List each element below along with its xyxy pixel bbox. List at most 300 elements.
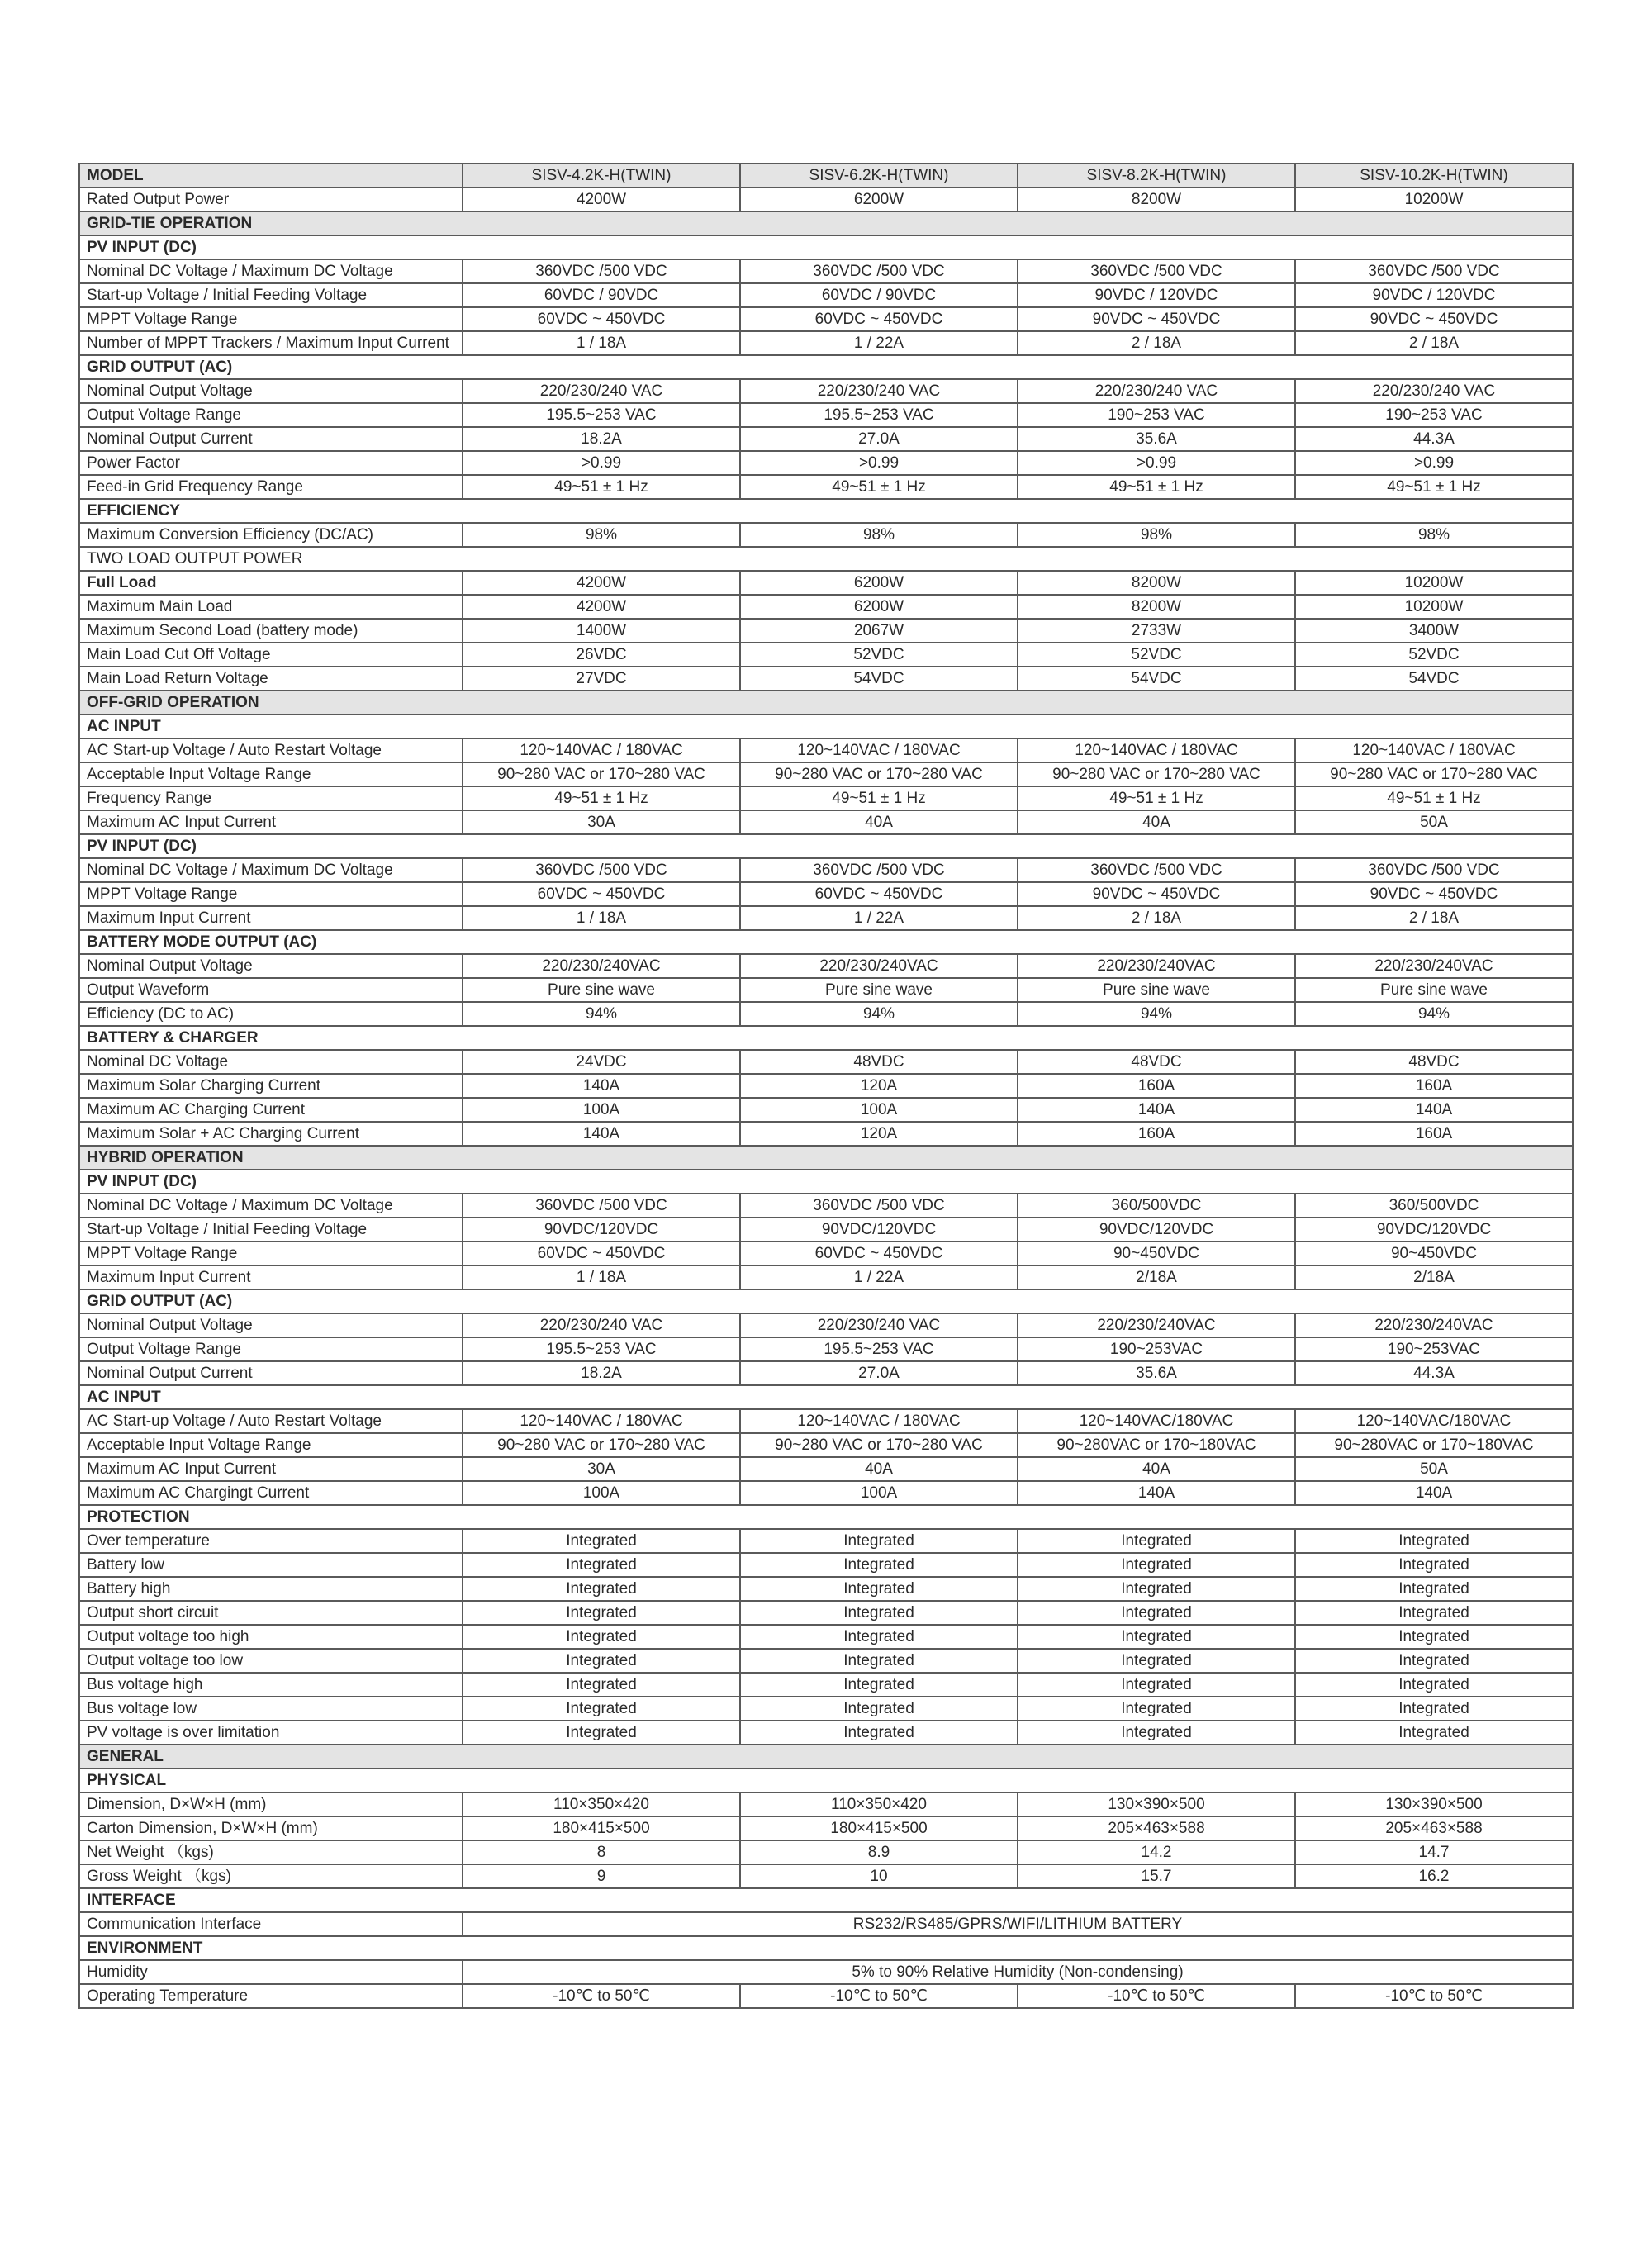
- spec-value: Integrated: [1295, 1673, 1573, 1697]
- spec-value: -10℃ to 50℃: [1295, 1984, 1573, 2008]
- spec-value: 100A: [463, 1481, 740, 1505]
- spec-row: [79, 1361, 1573, 1385]
- spec-value: 8: [463, 1840, 740, 1864]
- row-label: Full Load: [79, 571, 463, 595]
- spec-value: Integrated: [1295, 1697, 1573, 1721]
- spec-value: 220/230/240 VAC: [740, 379, 1018, 403]
- spec-value: 52VDC: [740, 643, 1018, 667]
- section-title: HYBRID OPERATION: [79, 1146, 1573, 1170]
- spec-value: 52VDC: [1018, 643, 1295, 667]
- spec-value: 360VDC /500 VDC: [1018, 259, 1295, 283]
- spec-value: Integrated: [463, 1529, 740, 1553]
- spec-row: [79, 1649, 1573, 1673]
- spec-value: 98%: [1295, 523, 1573, 547]
- spec-value: Integrated: [1295, 1649, 1573, 1673]
- spec-row: [79, 331, 1573, 355]
- spec-value: 360VDC /500 VDC: [740, 858, 1018, 882]
- spec-value: 8200W: [1018, 595, 1295, 619]
- spec-value: 205×463×588: [1295, 1816, 1573, 1840]
- spec-value: -10℃ to 50℃: [740, 1984, 1018, 2008]
- row-label: AC Start-up Voltage / Auto Restart Voltage: [79, 738, 463, 762]
- spec-row: [79, 954, 1573, 978]
- spec-value: 60VDC ~ 450VDC: [740, 307, 1018, 331]
- spec-row: [79, 403, 1573, 427]
- subsection-header-row: [79, 499, 1573, 523]
- spec-value: 220/230/240VAC: [1295, 1313, 1573, 1337]
- spec-value: 10200W: [1295, 595, 1573, 619]
- subsection-title: PV INPUT (DC): [79, 1170, 1573, 1194]
- spec-value: 120A: [740, 1122, 1018, 1146]
- row-label: Nominal DC Voltage: [79, 1050, 463, 1074]
- spec-value: 49~51 ± 1 Hz: [740, 786, 1018, 810]
- spec-value: 220/230/240VAC: [1018, 954, 1295, 978]
- row-label: Over temperature: [79, 1529, 463, 1553]
- subsection-title: EFFICIENCY: [79, 499, 1573, 523]
- spec-row: [79, 307, 1573, 331]
- spec-row: [79, 858, 1573, 882]
- spec-row: [79, 906, 1573, 930]
- spec-row: [79, 1601, 1573, 1625]
- spec-value: Integrated: [463, 1601, 740, 1625]
- subsection-header-row: [79, 1170, 1573, 1194]
- spec-value: 49~51 ± 1 Hz: [1018, 475, 1295, 499]
- model-name: SISV-6.2K-H(TWIN): [740, 164, 1018, 188]
- spec-value: 2067W: [740, 619, 1018, 643]
- spec-value: 220/230/240 VAC: [463, 379, 740, 403]
- spec-row: [79, 738, 1573, 762]
- spec-value: 4200W: [463, 188, 740, 211]
- spec-value: 50A: [1295, 1457, 1573, 1481]
- row-label: Gross Weight （kgs): [79, 1864, 463, 1888]
- row-label: MPPT Voltage Range: [79, 1242, 463, 1265]
- subsection-title: TWO LOAD OUTPUT POWER: [79, 547, 1573, 571]
- row-label: Nominal Output Voltage: [79, 1313, 463, 1337]
- row-label: Nominal Output Voltage: [79, 954, 463, 978]
- spec-value: 30A: [463, 1457, 740, 1481]
- subsection-title: GRID OUTPUT (AC): [79, 1289, 1573, 1313]
- subsection-header-row: [79, 1888, 1573, 1912]
- spec-value: 60VDC ~ 450VDC: [740, 882, 1018, 906]
- spec-value: 90VDC/120VDC: [1018, 1218, 1295, 1242]
- spec-value: Pure sine wave: [1018, 978, 1295, 1002]
- spec-row: [79, 1960, 1573, 1984]
- row-label: Communication Interface: [79, 1912, 463, 1936]
- spec-value: 40A: [740, 1457, 1018, 1481]
- spec-value: 100A: [463, 1098, 740, 1122]
- spec-value: 2 / 18A: [1295, 331, 1573, 355]
- spec-value: 14.2: [1018, 1840, 1295, 1864]
- model-name: SISV-8.2K-H(TWIN): [1018, 164, 1295, 188]
- spec-value: 90~280 VAC or 170~280 VAC: [740, 762, 1018, 786]
- spec-value: 60VDC / 90VDC: [740, 283, 1018, 307]
- spec-value: 360VDC /500 VDC: [1295, 259, 1573, 283]
- spec-value: 120~140VAC / 180VAC: [1018, 738, 1295, 762]
- row-label: AC Start-up Voltage / Auto Restart Voltage: [79, 1409, 463, 1433]
- spec-value: 220/230/240 VAC: [1018, 379, 1295, 403]
- subsection-title: INTERFACE: [79, 1888, 1573, 1912]
- row-label: Output voltage too high: [79, 1625, 463, 1649]
- spec-value: 90~280 VAC or 170~280 VAC: [1295, 762, 1573, 786]
- model-name: SISV-10.2K-H(TWIN): [1295, 164, 1573, 188]
- spec-row: [79, 188, 1573, 211]
- section-header-row: [79, 1745, 1573, 1769]
- spec-row: [79, 643, 1573, 667]
- spec-value: 90VDC ~ 450VDC: [1018, 307, 1295, 331]
- row-label: Start-up Voltage / Initial Feeding Voltage: [79, 283, 463, 307]
- spec-value: >0.99: [740, 451, 1018, 475]
- spec-value: 190~253VAC: [1018, 1337, 1295, 1361]
- spec-row: [79, 810, 1573, 834]
- spec-value: 195.5~253 VAC: [463, 403, 740, 427]
- spec-row: [79, 475, 1573, 499]
- spec-value: 90VDC/120VDC: [1295, 1218, 1573, 1242]
- spec-value: 190~253 VAC: [1295, 403, 1573, 427]
- spec-value: 2 / 18A: [1018, 331, 1295, 355]
- spec-value: 1 / 18A: [463, 1265, 740, 1289]
- spec-value: 220/230/240 VAC: [463, 1313, 740, 1337]
- spec-row: [79, 1098, 1573, 1122]
- spec-value: Integrated: [1018, 1577, 1295, 1601]
- spec-value: 160A: [1295, 1122, 1573, 1146]
- spec-row: [79, 1409, 1573, 1433]
- spec-value: 6200W: [740, 188, 1018, 211]
- spec-row: [79, 379, 1573, 403]
- spec-value: 26VDC: [463, 643, 740, 667]
- spec-value: 110×350×420: [463, 1792, 740, 1816]
- row-label: Maximum Input Current: [79, 1265, 463, 1289]
- spec-value: 160A: [1018, 1122, 1295, 1146]
- spec-row: [79, 667, 1573, 691]
- spec-value: 18.2A: [463, 1361, 740, 1385]
- row-label: Maximum AC Input Current: [79, 1457, 463, 1481]
- spec-row: [79, 283, 1573, 307]
- spec-row: [79, 1218, 1573, 1242]
- spec-row: [79, 1912, 1573, 1936]
- spec-value: 6200W: [740, 571, 1018, 595]
- spec-value: Integrated: [1018, 1625, 1295, 1649]
- spec-row: [79, 1122, 1573, 1146]
- row-label: Operating Temperature: [79, 1984, 463, 2008]
- row-label: Output Voltage Range: [79, 1337, 463, 1361]
- row-label: Maximum AC Input Current: [79, 810, 463, 834]
- spec-row: [79, 1864, 1573, 1888]
- section-header-row: [79, 1146, 1573, 1170]
- spec-value: 195.5~253 VAC: [740, 1337, 1018, 1361]
- spec-value: Integrated: [1018, 1553, 1295, 1577]
- subsection-title: PV INPUT (DC): [79, 834, 1573, 858]
- subsection-header-row: [79, 930, 1573, 954]
- spec-value: 27.0A: [740, 427, 1018, 451]
- spec-value: 220/230/240 VAC: [740, 1313, 1018, 1337]
- spec-value: Pure sine wave: [463, 978, 740, 1002]
- spec-value: 49~51 ± 1 Hz: [1018, 786, 1295, 810]
- row-label: MPPT Voltage Range: [79, 307, 463, 331]
- row-label: Dimension, D×W×H (mm): [79, 1792, 463, 1816]
- spec-value: Integrated: [463, 1577, 740, 1601]
- spec-value: 220/230/240VAC: [1018, 1313, 1295, 1337]
- row-label: Power Factor: [79, 451, 463, 475]
- spec-value: 1 / 22A: [740, 331, 1018, 355]
- spec-value: 48VDC: [1018, 1050, 1295, 1074]
- spec-value: 60VDC / 90VDC: [463, 283, 740, 307]
- spec-value: 2 / 18A: [1295, 906, 1573, 930]
- spec-value: 195.5~253 VAC: [463, 1337, 740, 1361]
- spec-value: 2733W: [1018, 619, 1295, 643]
- spec-value: Integrated: [740, 1529, 1018, 1553]
- spec-value: Integrated: [740, 1625, 1018, 1649]
- row-label: Net Weight （kgs): [79, 1840, 463, 1864]
- spec-value: 220/230/240VAC: [740, 954, 1018, 978]
- spec-value: 140A: [463, 1074, 740, 1098]
- spec-value: 44.3A: [1295, 1361, 1573, 1385]
- spec-value: 40A: [740, 810, 1018, 834]
- row-label: Nominal DC Voltage / Maximum DC Voltage: [79, 259, 463, 283]
- row-label: Acceptable Input Voltage Range: [79, 1433, 463, 1457]
- spec-value: 140A: [1295, 1098, 1573, 1122]
- subsection-header-row: [79, 235, 1573, 259]
- row-label: Feed-in Grid Frequency Range: [79, 475, 463, 499]
- spec-value: 16.2: [1295, 1864, 1573, 1888]
- spec-row: [79, 523, 1573, 547]
- spec-row: [79, 1074, 1573, 1098]
- spec-value: -10℃ to 50℃: [1018, 1984, 1295, 2008]
- spec-value: Integrated: [463, 1625, 740, 1649]
- spec-value: Integrated: [740, 1553, 1018, 1577]
- spec-value: 52VDC: [1295, 643, 1573, 667]
- spec-row: [79, 571, 1573, 595]
- row-label: Maximum AC Chargingt Current: [79, 1481, 463, 1505]
- subsection-header-row: [79, 1385, 1573, 1409]
- spec-value: 140A: [463, 1122, 740, 1146]
- spec-value: 49~51 ± 1 Hz: [463, 475, 740, 499]
- spec-value: 360/500VDC: [1018, 1194, 1295, 1218]
- row-label: MODEL: [79, 164, 463, 188]
- spec-value: 90~450VDC: [1295, 1242, 1573, 1265]
- subsection-title: PROTECTION: [79, 1505, 1573, 1529]
- spec-value: Pure sine wave: [1295, 978, 1573, 1002]
- spec-value: 30A: [463, 810, 740, 834]
- spec-value: 50A: [1295, 810, 1573, 834]
- spec-value: 90~280 VAC or 170~280 VAC: [463, 762, 740, 786]
- row-label: Maximum Second Load (battery mode): [79, 619, 463, 643]
- section-header-row: [79, 691, 1573, 715]
- spec-row: [79, 1242, 1573, 1265]
- spec-value: 130×390×500: [1018, 1792, 1295, 1816]
- spec-value: 94%: [740, 1002, 1018, 1026]
- spec-value: 120~140VAC / 180VAC: [463, 738, 740, 762]
- spec-row: [79, 619, 1573, 643]
- spec-value: 94%: [1018, 1002, 1295, 1026]
- spec-value: 360VDC /500 VDC: [463, 259, 740, 283]
- spec-value: Integrated: [1295, 1577, 1573, 1601]
- section-title: GRID-TIE OPERATION: [79, 211, 1573, 235]
- spec-value: Integrated: [463, 1649, 740, 1673]
- spec-value: 120~140VAC/180VAC: [1295, 1409, 1573, 1433]
- spec-value: 90~280 VAC or 170~280 VAC: [1018, 762, 1295, 786]
- spec-value: 90~280 VAC or 170~280 VAC: [463, 1433, 740, 1457]
- spec-value: 220/230/240VAC: [1295, 954, 1573, 978]
- row-label: Battery low: [79, 1553, 463, 1577]
- row-label: Nominal Output Current: [79, 427, 463, 451]
- spec-value: Pure sine wave: [740, 978, 1018, 1002]
- spec-value: 90~280VAC or 170~180VAC: [1018, 1433, 1295, 1457]
- spec-value: 90~280VAC or 170~180VAC: [1295, 1433, 1573, 1457]
- section-header-row: [79, 211, 1573, 235]
- spec-value: 90~450VDC: [1018, 1242, 1295, 1265]
- spec-value: 205×463×588: [1018, 1816, 1295, 1840]
- spec-value: 360VDC /500 VDC: [740, 259, 1018, 283]
- row-label: Nominal DC Voltage / Maximum DC Voltage: [79, 1194, 463, 1218]
- spec-value: 5% to 90% Relative Humidity (Non-condensing): [463, 1960, 1573, 1984]
- spec-value: Integrated: [1295, 1721, 1573, 1745]
- spec-value: Integrated: [463, 1553, 740, 1577]
- spec-value: 2 / 18A: [1018, 906, 1295, 930]
- spec-value: 360VDC /500 VDC: [1295, 858, 1573, 882]
- spec-value: -10℃ to 50℃: [463, 1984, 740, 2008]
- spec-value: Integrated: [1018, 1721, 1295, 1745]
- spec-value: Integrated: [1018, 1697, 1295, 1721]
- spec-value: 360/500VDC: [1295, 1194, 1573, 1218]
- spec-row: [79, 1625, 1573, 1649]
- spec-value: Integrated: [740, 1697, 1018, 1721]
- spec-value: 360VDC /500 VDC: [463, 858, 740, 882]
- spec-value: 94%: [463, 1002, 740, 1026]
- spec-value: 60VDC ~ 450VDC: [463, 307, 740, 331]
- spec-value: 120~140VAC / 180VAC: [463, 1409, 740, 1433]
- spec-value: 140A: [1295, 1481, 1573, 1505]
- spec-value: 160A: [1018, 1074, 1295, 1098]
- spec-value: Integrated: [740, 1649, 1018, 1673]
- spec-value: 90VDC/120VDC: [740, 1218, 1018, 1242]
- spec-value: 1 / 22A: [740, 1265, 1018, 1289]
- subsection-title: AC INPUT: [79, 1385, 1573, 1409]
- spec-row: [79, 762, 1573, 786]
- spec-value: 6200W: [740, 595, 1018, 619]
- spec-value: 8200W: [1018, 188, 1295, 211]
- spec-row: [79, 1337, 1573, 1361]
- spec-value: Integrated: [1295, 1625, 1573, 1649]
- spec-value: Integrated: [740, 1577, 1018, 1601]
- row-label: Bus voltage low: [79, 1697, 463, 1721]
- spec-value: Integrated: [1295, 1601, 1573, 1625]
- spec-row: [79, 1002, 1573, 1026]
- row-label: Maximum Conversion Efficiency (DC/AC): [79, 523, 463, 547]
- subsection-title: BATTERY & CHARGER: [79, 1026, 1573, 1050]
- row-label: PV voltage is over limitation: [79, 1721, 463, 1745]
- spec-row: [79, 1457, 1573, 1481]
- spec-value: 49~51 ± 1 Hz: [1295, 786, 1573, 810]
- model-header-row: [79, 164, 1573, 188]
- spec-value: 49~51 ± 1 Hz: [740, 475, 1018, 499]
- spec-value: 10200W: [1295, 571, 1573, 595]
- row-label: Output Waveform: [79, 978, 463, 1002]
- subsection-header-row: [79, 1289, 1573, 1313]
- spec-value: >0.99: [463, 451, 740, 475]
- spec-value: 360VDC /500 VDC: [463, 1194, 740, 1218]
- spec-row: [79, 882, 1573, 906]
- spec-row: [79, 1194, 1573, 1218]
- row-label: Start-up Voltage / Initial Feeding Voltage: [79, 1218, 463, 1242]
- spec-value: 10: [740, 1864, 1018, 1888]
- section-title: OFF-GRID OPERATION: [79, 691, 1573, 715]
- spec-row: [79, 1697, 1573, 1721]
- spec-row: [79, 1816, 1573, 1840]
- subsection-header-row: [79, 834, 1573, 858]
- row-label: Nominal Output Voltage: [79, 379, 463, 403]
- spec-value: 8200W: [1018, 571, 1295, 595]
- subsection-header-row: [79, 715, 1573, 738]
- spec-value: Integrated: [1018, 1649, 1295, 1673]
- spec-row: [79, 1840, 1573, 1864]
- subsection-header-row: [79, 1505, 1573, 1529]
- spec-value: 49~51 ± 1 Hz: [1295, 475, 1573, 499]
- spec-value: 24VDC: [463, 1050, 740, 1074]
- spec-value: 4200W: [463, 595, 740, 619]
- spec-value: >0.99: [1295, 451, 1573, 475]
- spec-row: [79, 786, 1573, 810]
- spec-value: 35.6A: [1018, 427, 1295, 451]
- row-label: MPPT Voltage Range: [79, 882, 463, 906]
- spec-row: [79, 1792, 1573, 1816]
- row-label: Nominal Output Current: [79, 1361, 463, 1385]
- spec-value: 8.9: [740, 1840, 1018, 1864]
- row-label: Number of MPPT Trackers / Maximum Input Current: [79, 331, 463, 355]
- spec-value: 40A: [1018, 1457, 1295, 1481]
- row-label: Humidity: [79, 1960, 463, 1984]
- spec-value: 1 / 22A: [740, 906, 1018, 930]
- spec-value: >0.99: [1018, 451, 1295, 475]
- spec-value: 4200W: [463, 571, 740, 595]
- subsection-header-row: [79, 1936, 1573, 1960]
- spec-value: 220/230/240VAC: [463, 954, 740, 978]
- spec-value: 120~140VAC / 180VAC: [740, 738, 1018, 762]
- spec-value: Integrated: [1295, 1553, 1573, 1577]
- section-title: GENERAL: [79, 1745, 1573, 1769]
- spec-value: 98%: [740, 523, 1018, 547]
- spec-value: 1 / 18A: [463, 906, 740, 930]
- spec-value: 54VDC: [1018, 667, 1295, 691]
- spec-value: 190~253 VAC: [1018, 403, 1295, 427]
- spec-value: 120~140VAC / 180VAC: [1295, 738, 1573, 762]
- row-label: Nominal DC Voltage / Maximum DC Voltage: [79, 858, 463, 882]
- row-label: Maximum Main Load: [79, 595, 463, 619]
- spec-value: 360VDC /500 VDC: [1018, 858, 1295, 882]
- spec-value: 2/18A: [1295, 1265, 1573, 1289]
- spec-value: Integrated: [463, 1697, 740, 1721]
- spec-row: [79, 1553, 1573, 1577]
- spec-row: [79, 1984, 1573, 2008]
- spec-value: Integrated: [740, 1673, 1018, 1697]
- subsection-title: BATTERY MODE OUTPUT (AC): [79, 930, 1573, 954]
- spec-value: Integrated: [463, 1673, 740, 1697]
- spec-row: [79, 1265, 1573, 1289]
- subsection-title: GRID OUTPUT (AC): [79, 355, 1573, 379]
- spec-value: 120A: [740, 1074, 1018, 1098]
- spec-value: 54VDC: [1295, 667, 1573, 691]
- row-label: Main Load Cut Off Voltage: [79, 643, 463, 667]
- spec-value: 15.7: [1018, 1864, 1295, 1888]
- spec-value: 40A: [1018, 810, 1295, 834]
- spec-row: [79, 1721, 1573, 1745]
- spec-table-body: [79, 164, 1573, 2008]
- spec-value: 120~140VAC / 180VAC: [740, 1409, 1018, 1433]
- spec-value: 3400W: [1295, 619, 1573, 643]
- spec-value: 100A: [740, 1481, 1018, 1505]
- spec-value: 27VDC: [463, 667, 740, 691]
- spec-value: 48VDC: [1295, 1050, 1573, 1074]
- row-label: Main Load Return Voltage: [79, 667, 463, 691]
- row-label: Efficiency (DC to AC): [79, 1002, 463, 1026]
